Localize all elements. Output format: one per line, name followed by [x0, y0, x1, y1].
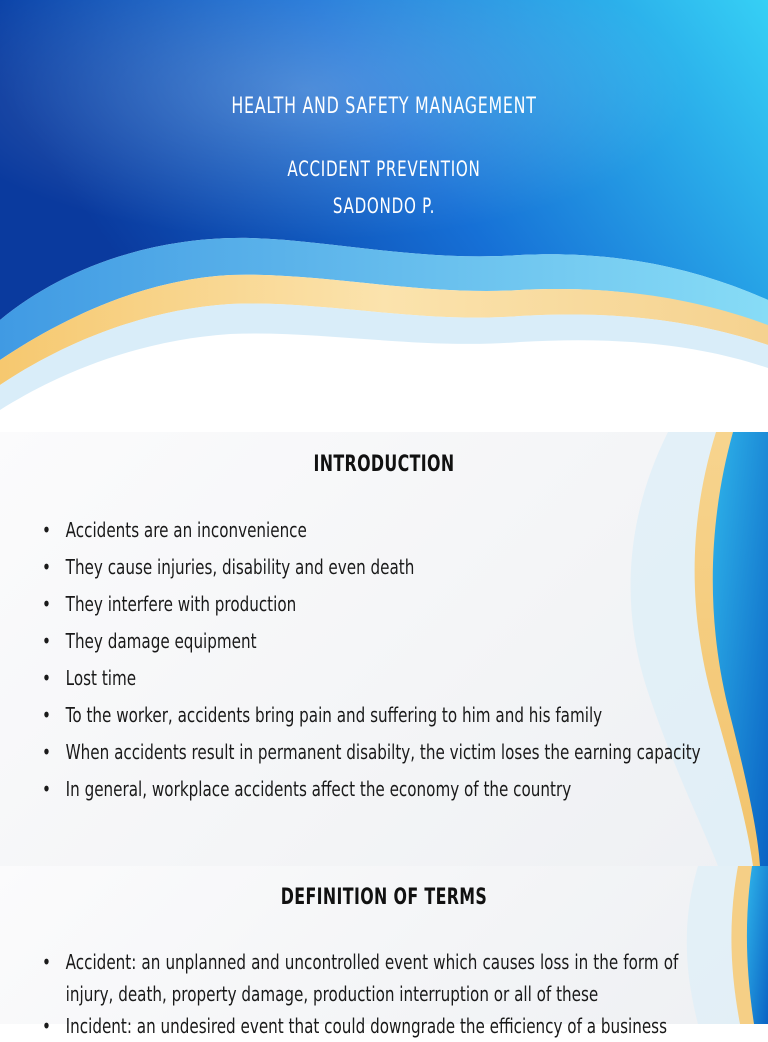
- introduction-slide: [0, 432, 768, 866]
- presentation-title: HEALTH AND SAFETY MANAGEMENT: [231, 94, 537, 119]
- list-item: • Incident: an undesired event that could downgrade the efficiency of a business: [42, 1010, 678, 1042]
- bullet-icon: •: [42, 1014, 51, 1038]
- presentation-subtitle: ACCIDENT PREVENTION: [287, 157, 481, 181]
- list-item: • In general, workplace accidents affect the economy of the country: [42, 771, 708, 808]
- list-item: • Lost time: [42, 660, 708, 697]
- bullet-icon: •: [42, 703, 51, 727]
- list-item: • They cause injuries, disability and even death: [42, 549, 708, 586]
- title-slide: [0, 0, 768, 432]
- bullet-icon: •: [42, 629, 51, 653]
- bullet-icon: •: [42, 592, 51, 616]
- definitions-slide: [0, 866, 768, 1038]
- bullet-icon: •: [42, 740, 51, 764]
- presentation-author: SADONDO P.: [332, 194, 436, 218]
- bullet-list: [42, 946, 678, 1042]
- list-item: • Accidents are an inconvenience: [42, 512, 708, 549]
- bullet-list: [42, 512, 708, 808]
- list-item: • To the worker, accidents bring pain and suffering to him and his family: [42, 697, 708, 734]
- bullet-icon: •: [42, 950, 51, 974]
- list-item: • Accident: an unplanned and uncontrolled event which causes loss in the form of injury, death, property damage, production interruption or all of these: [42, 946, 678, 1010]
- list-item: • They interfere with production: [42, 586, 708, 623]
- bullet-icon: •: [42, 777, 51, 801]
- slide-heading: INTRODUCTION: [313, 452, 455, 477]
- bullet-icon: •: [42, 518, 51, 542]
- bullet-icon: •: [42, 555, 51, 579]
- list-item: • When accidents result in permanent disabilty, the victim loses the earning capacity: [42, 734, 708, 771]
- slide-decoration-wave: [668, 866, 768, 1024]
- bullet-icon: •: [42, 666, 51, 690]
- slide-heading: DEFINITION OF TERMS: [280, 885, 488, 910]
- list-item: • They damage equipment: [42, 623, 708, 660]
